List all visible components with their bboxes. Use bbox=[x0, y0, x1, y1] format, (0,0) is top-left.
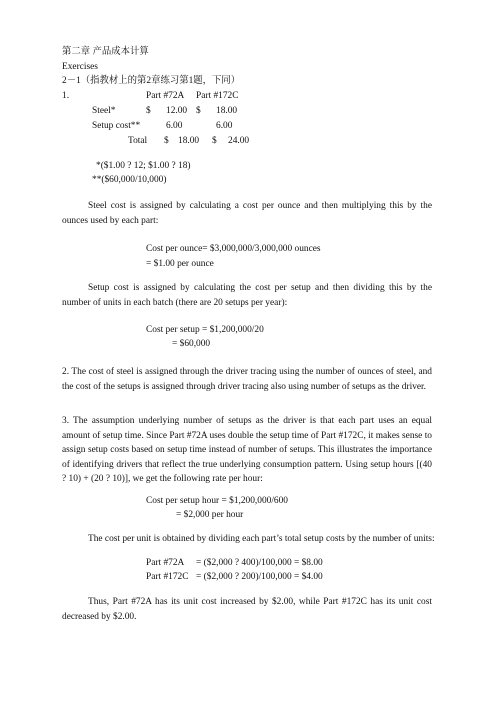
row-label: Total bbox=[128, 136, 148, 146]
currency-sign: $ bbox=[164, 136, 169, 146]
table-row bbox=[0, 135, 496, 148]
cost-per-ounce-equation: Cost per ounce= $3,000,000/3,000,000 ounces bbox=[146, 244, 321, 254]
exercises-heading: Exercises bbox=[62, 62, 98, 72]
chapter-title: 第二章 产品成本计算 bbox=[62, 47, 149, 57]
cost-per-ounce-result: = $1.00 per ounce bbox=[146, 259, 214, 269]
footnote-steel: *($1.00 ? 12; $1.00 ? 18) bbox=[96, 161, 191, 171]
cell-value: 6.00 bbox=[216, 121, 233, 131]
exercise-reference: 2－1（指教材上的第2章练习第1题，下同） bbox=[62, 76, 241, 86]
cell-value: 18.00 bbox=[216, 106, 238, 116]
setup-cost-paragraph: Setup cost is assigned by calculating the cost per setup and then dividing this by the number of units in each batch (there are 20 setups per year): bbox=[62, 283, 432, 308]
question-number: 1. bbox=[62, 91, 70, 101]
question-3-paragraph: 3. The assumption underlying number of setups as the driver is that each part uses an equal amount of setup time. Since Part #72A uses double the setup time of Part #172C, it makes sense to assign setup costs based on setup time instead of number of setups. This illustrates the importance of identifying drivers that reflect the true underlying consumption pattern. Using setup hours [(40 ? 10) + (20 ? 10)], we get the following rate per hour: bbox=[62, 416, 432, 484]
table-row bbox=[0, 105, 496, 118]
table-row bbox=[0, 120, 496, 133]
row-label: Steel* bbox=[92, 106, 116, 116]
part-172c-label: Part #172C bbox=[146, 572, 189, 582]
cost-per-setup-hour-result: = $2,000 per hour bbox=[176, 510, 244, 520]
column-header: Part #72A bbox=[146, 91, 185, 101]
cell-value: 12.00 bbox=[166, 106, 188, 116]
cell-value: 24.00 bbox=[228, 136, 250, 146]
column-header: Part #172C bbox=[196, 91, 239, 101]
cost-per-setup-result: = $60,000 bbox=[172, 339, 211, 349]
footnote-setup: **($60,000/10,000) bbox=[92, 175, 167, 185]
cell-value: 18.00 bbox=[178, 136, 200, 146]
row-label: Setup cost** bbox=[92, 121, 141, 131]
steel-cost-paragraph: Steel cost is assigned by calculating a cost per ounce and then multiplying this by the ounces used by each part: bbox=[62, 201, 432, 226]
cell-value: 6.00 bbox=[166, 121, 183, 131]
cost-per-setup-equation: Cost per setup = $1,200,000/20 bbox=[146, 325, 264, 335]
part-172c-unit-cost: = ($2,000 ? 200)/100,000 = $4.00 bbox=[196, 572, 323, 582]
currency-sign: $ bbox=[196, 106, 201, 116]
part-72a-label: Part #72A bbox=[146, 558, 185, 568]
unit-cost-paragraph: The cost per unit is obtained by dividing each part’s total setup costs by the number of units: bbox=[88, 534, 435, 544]
part-72a-unit-cost: = ($2,000 ? 400)/100,000 = $8.00 bbox=[196, 558, 323, 568]
conclusion-paragraph: Thus, Part #72A has its unit cost increased by $2.00, while Part #172C has its unit cost decreased by $2.00. bbox=[62, 597, 432, 622]
question-2-paragraph: 2. The cost of steel is assigned through the driver tracing using the number of ounces of steel, and the cost of the setups is assigned through driver tracing also using number of setups as the driver. bbox=[62, 367, 432, 392]
currency-sign: $ bbox=[146, 106, 151, 116]
currency-sign: $ bbox=[212, 136, 217, 146]
cost-per-setup-hour-equation: Cost per setup hour = $1,200,000/600 bbox=[146, 496, 288, 506]
table-header-row bbox=[0, 90, 496, 103]
